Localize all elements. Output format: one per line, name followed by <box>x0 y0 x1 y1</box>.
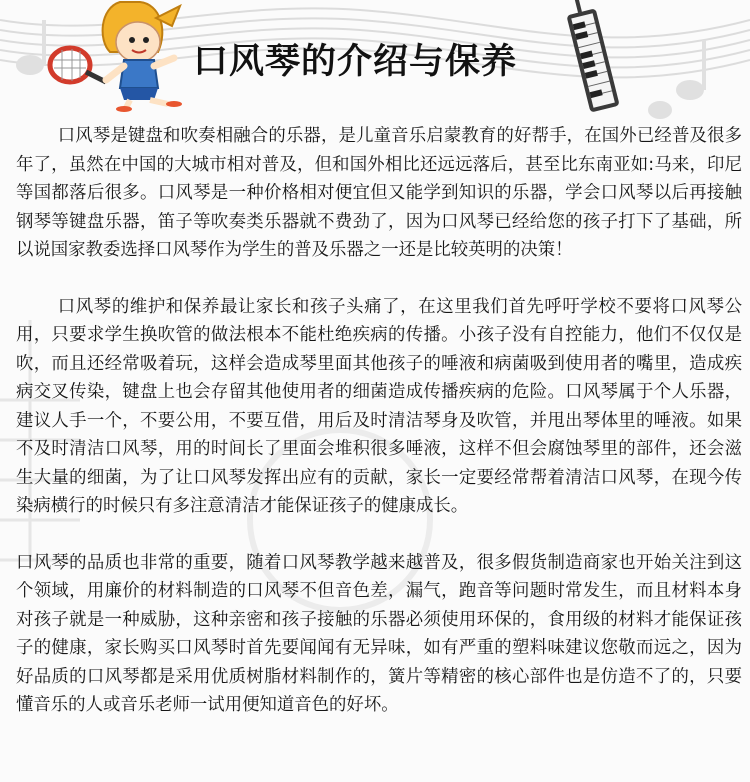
child-tennis-mascot-icon <box>40 0 200 112</box>
page-title: 口风琴的介绍与保养 <box>193 42 518 82</box>
header <box>0 0 750 115</box>
paragraph-intro: 口风琴是键盘和吹奏相融合的乐器，是儿童音乐启蒙教育的好帮手，在国外已经普及很多年了，虽然在中国的大城市相对普及，但和国外相比还远远落后，甚至比东南亚如:马来，印尼等国都落后很多。口风琴是一种价格相对便宜但又能学到知识的乐器，学会口风琴以后再接触钢琴等键盘乐器，笛子等吹奏类乐器就不费劲了，因为口风琴已经给您的孩子打下了基础，所以说国家教委选择口风琴作为学生的普及乐器之一还是比较英明的决策！ <box>16 126 742 260</box>
paragraph-spacer <box>16 521 742 549</box>
paragraph-care: 口风琴的维护和保养最让家长和孩子头痛了，在这里我们首先呼吁学校不要将口风琴公用，只要求学生换吹管的做法根本不能杜绝疾病的传播。小孩子没有自控能力，他们不仅仅是吹，而且还经常吸着玩，这样会造成琴里面其他孩子的唾液和病菌吸到使用者的嘴里，造成疾病交叉传染，键盘上也会存留其他使用者的细菌造成传播疾病的危险。口风琴属于个人乐器，建议人手一个，不要公用，不要互借，用后及时清洁琴身及吹管，并甩出琴体里的唾液。如果不及时清洁口风琴，用的时间长了里面会堆积很多唾液，这样不但会腐蚀琴里的部件，还会滋生大量的细菌，为了让口风琴发挥出应有的贡献，家长一定要经常帮着清洁口风琴，在现今传染病横行的时候只有多注意清洁才能保证孩子的健康成长。 <box>16 296 742 516</box>
paragraph-quality: 口风琴的品质也非常的重要，随着口风琴教学越来越普及，很多假货制造商家也开始关注到这个领域，用廉价的材料制造的口风琴不但音色差，漏气，跑音等问题时常发生，而且材料本身对孩子就是一种威胁，这种亲密和孩子接触的乐器必须使用环保的，食用级的材料才能保证孩子的健康，家长购买口风琴时首先要闻闻有无异味，如有严重的塑料味建议您敬而远之，因为好品质的口风琴都是采用优质树脂材料制作的，簧片等精密的核心部件也是仿造不了的，只要懂音乐的人或音乐老师一试用便知道音色的好坏。 <box>16 552 742 715</box>
paragraph-spacer <box>16 265 742 293</box>
melodica-icon <box>560 0 630 118</box>
article-body <box>16 122 742 720</box>
